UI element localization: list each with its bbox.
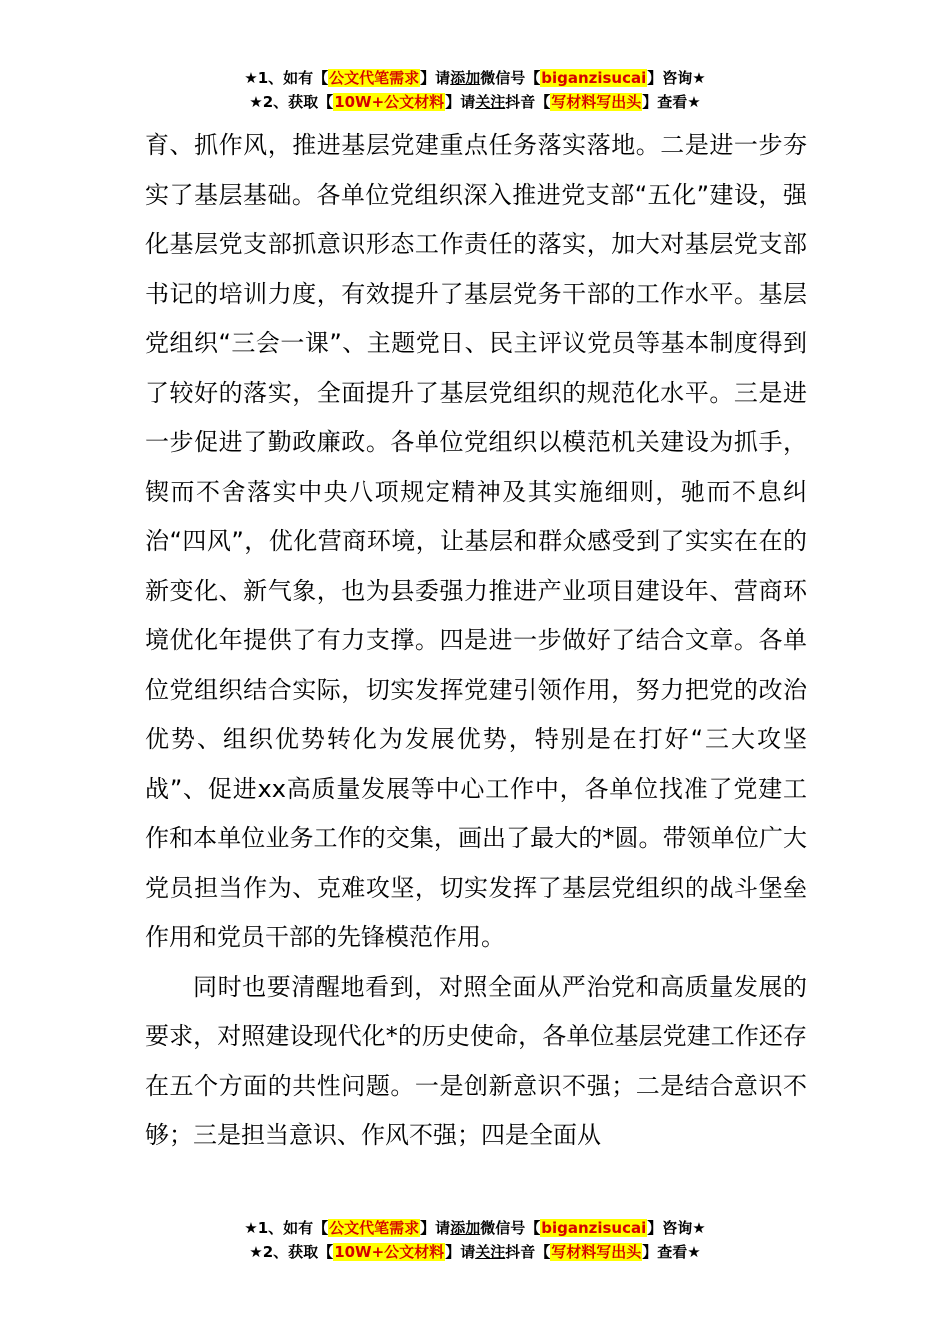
banner-highlight: 写材料写出头 <box>551 93 642 111</box>
banner-text: ★2、获取【 <box>249 93 334 111</box>
banner-text: 】请 <box>445 93 476 111</box>
banner-text: 】请 <box>420 69 451 87</box>
banner-text: 】咨询★ <box>647 1219 706 1237</box>
banner-underlined-text: 关注 <box>475 1243 506 1261</box>
banner-highlight: 写材料写出头 <box>551 1243 642 1261</box>
banner-text: 】查看★ <box>642 1243 701 1261</box>
banner-underlined-text: 添加 <box>450 69 481 87</box>
banner-highlight: 公文代笔需求 <box>329 1219 420 1237</box>
banner-line-2 <box>0 90 950 114</box>
footer-banner <box>0 1216 950 1264</box>
banner-text: 】请 <box>445 1243 476 1261</box>
banner-highlight: biganzisucai <box>541 1219 647 1237</box>
banner-highlight: 10W+公文材料 <box>334 1243 445 1261</box>
banner-text: 微信号【 <box>480 69 541 87</box>
banner-text: ★1、如有【 <box>244 69 329 87</box>
body-paragraph-1: 育、抓作风，推进基层党建重点任务落实落地。二是进一步夯实了基层基础。各单位党组织深入推进党支部“五化”建设，强化基层党支部抓意识形态工作责任的落实，加大对基层党支部书记的培训力度，有效提升了基层党务干部的工作水平。基层党组织“三会一课”、主题党日、民主评议党员等基本制度得到了较好的落实，全面提升了基层党组织的规范化水平。三是进一步促进了勤政廉政。各单位党组织以模范机关建设为抓手，锲而不舍落实中央八项规定精神及其实施细则，驰而不息纠治“四风”，优化营商环境，让基层和群众感受到了实实在在的新变化、新气象，也为县委强力推进产业项目建设年、营商环境优化年提供了有力支撑。四是进一步做好了结合文章。各单位党组织结合实际，切实发挥党建引领作用，努力把党的改治优势、组织优势转化为发展优势，特别是在打好“三大攻坚战”、促进xx高质量发展等中心工作中，各单位找准了党建工作和本单位业务工作的交集，画出了最大的*圆。带领单位广大党员担当作为、克难攻坚，切实发挥了基层党组织的战斗堡垒作用和党员干部的先锋模范作用。 <box>145 131 807 951</box>
banner-text: ★2、获取【 <box>249 1243 334 1261</box>
document-body <box>145 121 807 1161</box>
banner-highlight: 10W+公文材料 <box>334 93 445 111</box>
banner-highlight: biganzisucai <box>541 69 647 87</box>
banner-text: 】请 <box>420 1219 451 1237</box>
banner-highlight: 公文代笔需求 <box>329 69 420 87</box>
banner-text: 抖音【 <box>505 93 551 111</box>
banner-text: 微信号【 <box>480 1219 541 1237</box>
banner-underlined-text: 关注 <box>475 93 506 111</box>
banner-text: 抖音【 <box>505 1243 551 1261</box>
banner-text: ★1、如有【 <box>244 1219 329 1237</box>
banner-text: 】咨询★ <box>647 69 706 87</box>
banner-line-1 <box>0 1216 950 1240</box>
body-paragraph-2: 同时也要清醒地看到，对照全面从严治党和高质量发展的要求，对照建设现代化*的历史使命，各单位基层党建工作还存在五个方面的共性问题。一是创新意识不强；二是结合意识不够；三是担当意识、作风不强；四是全面从 <box>145 972 807 1149</box>
header-banner <box>0 66 950 114</box>
banner-underlined-text: 添加 <box>450 1219 481 1237</box>
banner-line-1 <box>0 66 950 90</box>
banner-text: 】查看★ <box>642 93 701 111</box>
banner-line-2 <box>0 1240 950 1264</box>
